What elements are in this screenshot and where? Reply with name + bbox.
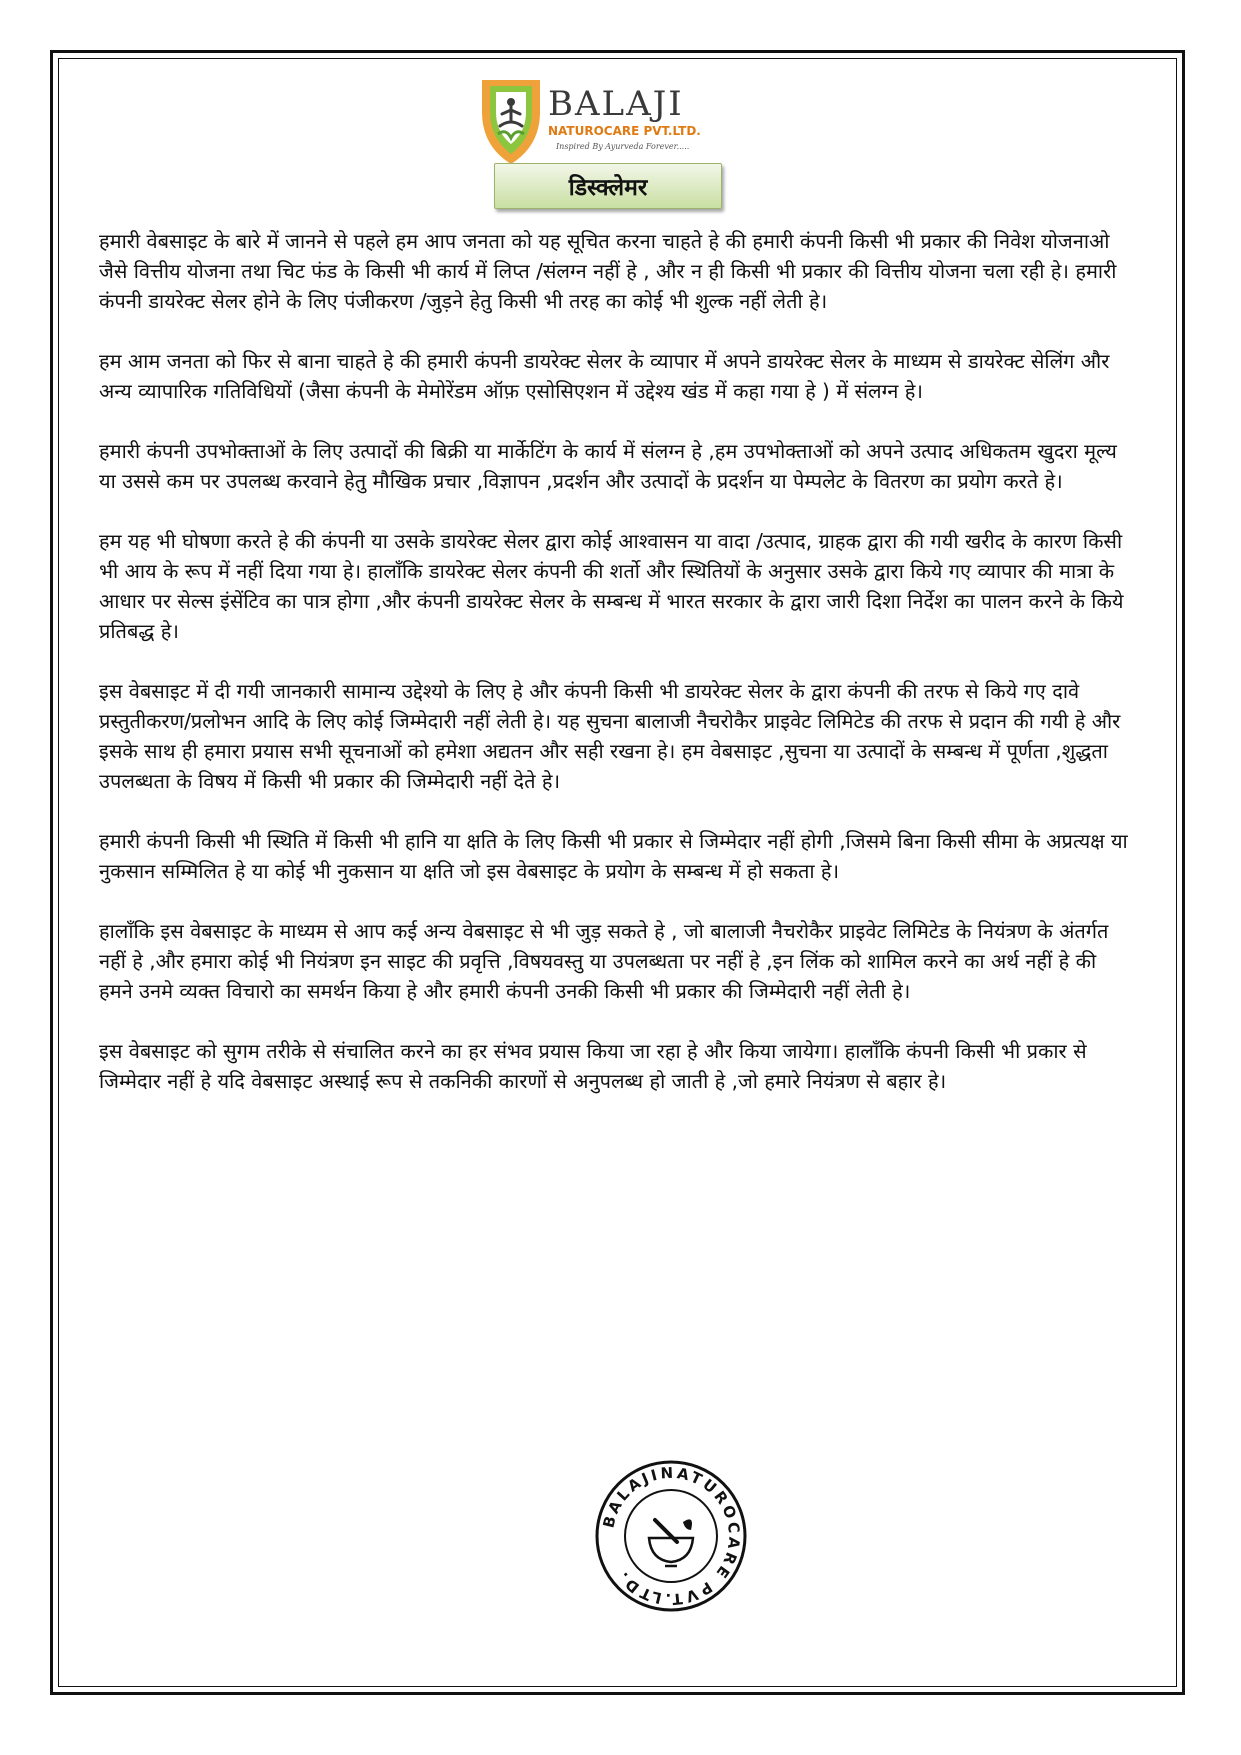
disclaimer-paragraph: हम आम जनता को फिर से बाना चाहते हे की हमारी कंपनी डायरेक्ट सेलर के व्यापार में अपने डायरेक्ट सेलर के माध्यम से डायरेक्ट सेलिंग और अन्य व्यापारिक गतिविधियों (जैसा कंपनी के मेमोरेंडम ऑफ़ एसोसिएशन में उद्देश्य खंड में कहा गया हे ) में संलग्न हे। [99,349,1110,403]
disclaimer-paragraph: हमारी कंपनी उपभोक्ताओं के लिए उत्पादों की बिक्री या मार्केटिंग के कार्य में संलग्न हे ,हम उपभोक्ताओं को अपने उत्पाद अधिकतम खुदरा मूल्य या उससे कम पर उपलब्ध करवाने हेतु मौखिक प्रचार ,विज्ञापन ,प्रदर्शन और उत्पादों के प्रदर्शन या पेम्पलेट के वितरण का प्रयोग करते हे। [99,439,1117,493]
company-stamp [591,1456,751,1616]
mortar-pestle-icon [649,1519,693,1566]
disclaimer-paragraph: हमारी कंपनी किसी भी स्थिति में किसी भी हानि या क्षति के लिए किसी भी प्रकार से जिम्मेदार नहीं होगी ,जिसमे बिना किसी सीमा के अप्रत्यक्ष या नुकसान सम्मिलित हे या कोई भी नुकसान या क्षति जो इस वेबसाइट के प्रयोग के सम्बन्ध में हो सकता हे। [99,829,1128,883]
disclaimer-content [99,226,1134,1126]
yoga-shield-icon [476,72,546,168]
disclaimer-paragraph: हम यह भी घोषणा करते हे की कंपनी या उसके डायरेक्ट सेलर द्वारा कोई आश्वासन या वादा /उत्पाद, ग्राहक द्वारा की गयी खरीद के कारण किसी भी आय के रूप में नहीं दिया गया हे। हालाँकि डायरेक्ट सेलर कंपनी की शर्तो और स्थितियों के अनुसार उसके द्वारा किये गए व्यापार की मात्रा के आधार पर सेल्स इंसेंटिव का पात्र होगा ,और कंपनी डायरेक्ट सेलर के सम्बन्ध में भारत सरकार के द्वारा जारी दिशा निर्देश का पालन करने के किये प्रतिबद्ध हे। [99,529,1124,643]
disclaimer-paragraph: इस वेबसाइट में दी गयी जानकारी सामान्य उद्देश्यो के लिए हे और कंपनी किसी भी डायरेक्ट सेलर के द्वारा कंपनी की तरफ से किये गए दावे प्रस्तुतीकरण/प्रलोभन आदि के लिए कोई जिम्मेदारी नहीं लेती हे। यह सुचना बालाजी नैचरोकैर प्राइवेट लिमिटेड की तरफ से प्रदान की गयी हे और इसके साथ ही हमारा प्रयास सभी सूचनाओं को हमेशा अद्यतन और सही रखना हे। हम वेबसाइट ,सुचना या उत्पादों के सम्बन्ध में पूर्णता ,शुद्धता उपलब्धता के विषय में किसी भी प्रकार की जिम्मेदारी नहीं देते हे। [99,679,1121,793]
stamp-text: BALAJINATUROCARE PVT.LTD. [599,1463,744,1609]
disclaimer-paragraph: हमारी वेबसाइट के बारे में जानने से पहले हम आप जनता को यह सूचित करना चाहते हे की हमारी कंपनी किसी भी प्रकार की निवेश योजनाओ जैसे वित्तीय योजना तथा चिट फंड के किसी भी कार्य में लिप्त /संलग्न नहीं हे , और न ही किसी भी प्रकार की वित्तीय योजना चला रही हे। हमारी कंपनी डायरेक्ट सेलर होने के लिए पंजीकरण /जुड़ने हेतु किसी भी तरह का कोई भी शुल्क नहीं लेती हे। [99,229,1117,313]
disclaimer-paragraph: हालाँकि इस वेबसाइट के माध्यम से आप कई अन्य वेबसाइट से भी जुड़ सकते हे , जो बालाजी नैचरोकैर प्राइवेट लिमिटेड के नियंत्रण के अंतर्गत नहीं हे ,और हमारा कोई भी नियंत्रण इन साइट की प्रवृत्ति ,विषयवस्तु या उपलब्धता पर नहीं हे ,इन लिंक को शामिल करने का अर्थ नहीं हे की हमने उनमे व्यक्त विचारो का समर्थन किया हे और हमारी कंपनी उनकी किसी भी प्रकार की जिम्मेदारी नहीं लेती हे। [99,919,1109,1003]
page-title: डिस्क्लेमर [494,163,722,209]
company-logo [476,72,742,168]
logo-tagline: Inspired By Ayurveda Forever..... [556,142,690,151]
disclaimer-paragraph: इस वेबसाइट को सुगम तरीके से संचालित करने का हर संभव प्रयास किया जा रहा हे और किया जायेगा। हालाँकि कंपनी किसी भी प्रकार से जिम्मेदार नहीं हे यदि वेबसाइट अस्थाई रूप से तकनिकी कारणों से अनुपलब्ध हो जाती हे ,जो हमारे नियंत्रण से बहार हे। [99,1039,1087,1093]
logo-brand-name: BALAJI [548,84,684,124]
logo-subtitle: NATUROCARE PVT.LTD. [548,124,701,138]
